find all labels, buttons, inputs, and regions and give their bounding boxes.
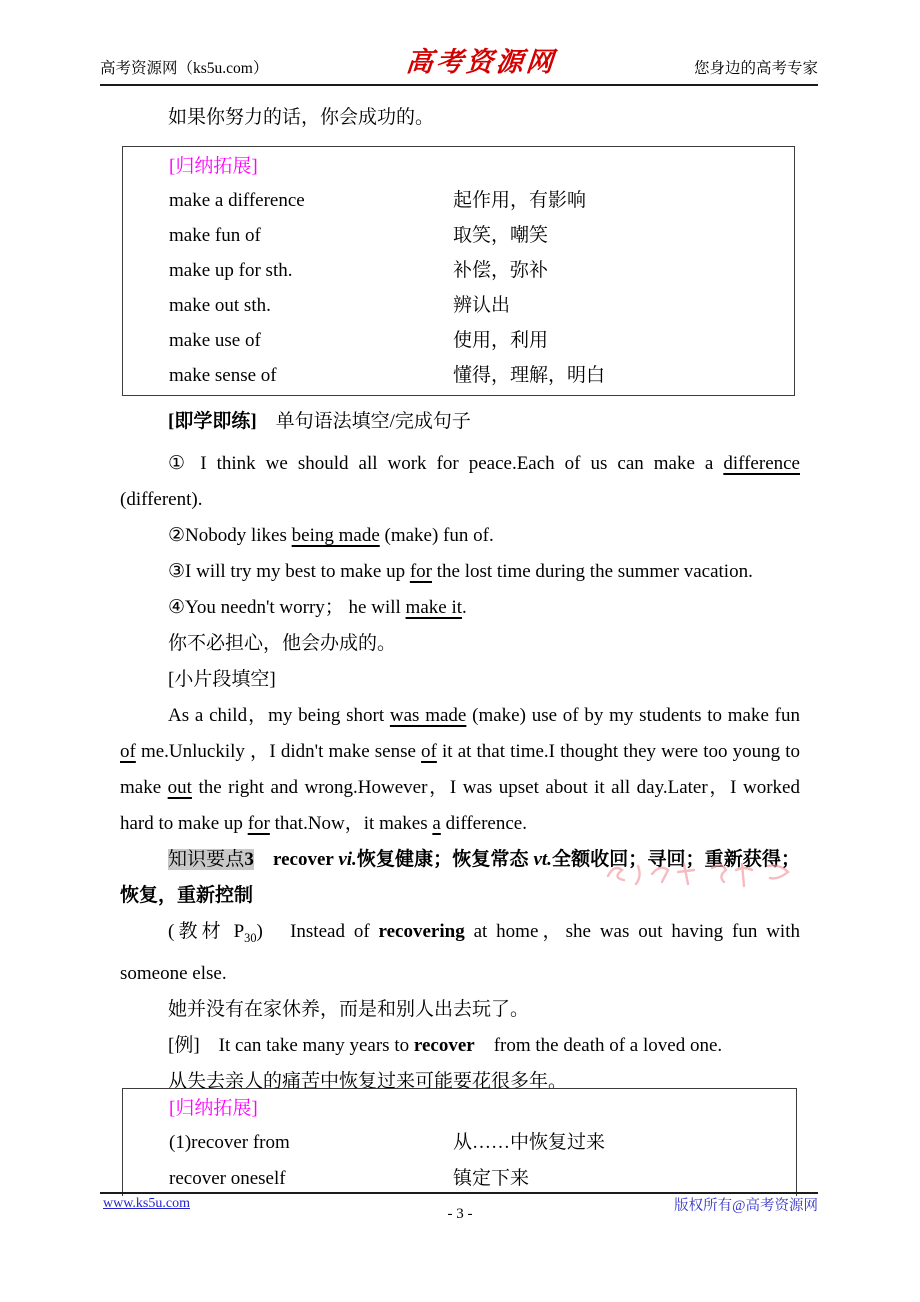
page-number: - 3 - [447, 1206, 473, 1222]
phrase-en: (1)recover from [169, 1132, 290, 1153]
practice-item-4: ④You needn't worry； he will make it. [168, 597, 467, 618]
phrase-zh: 起作用，有影响 [453, 190, 587, 211]
phrase-en: make up for sth. [169, 260, 293, 281]
practice-heading: [即学即练] 单句语法填空/完成句子 [168, 411, 471, 432]
phrase-zh: 从……中恢复过来 [453, 1132, 606, 1153]
knowledge-point-heading: 知识要点3 recover vi.恢复健康；恢复常态 vt.全额收回；寻回；重新获得；恢复，重新控制 [120, 849, 800, 906]
textbook-translation: 她并没有在家休养，而是和别人出去玩了。 [168, 998, 530, 1020]
phrase-row [123, 1125, 796, 1161]
phrase-zh: 懂得，理解，明白 [453, 365, 606, 386]
phrase-row [123, 218, 794, 253]
phrase-row [123, 358, 794, 393]
example-sentence: [例] It can take many years to recover from the death of a loved one. [168, 1034, 723, 1056]
phrase-row [123, 323, 794, 358]
practice-item-2: ②Nobody likes being made (make) fun of. [168, 525, 494, 546]
header-slogan: 您身边的高考专家 [693, 60, 818, 77]
cloze-heading: [小片段填空] [168, 669, 276, 690]
cloze-paragraph: As a child，my being short was made (make) use of by my students to make fun of me.Unluckily ，I didn't make sense of it at that time.I thought they were too young to make out the right and wrong.However，I was upset about it all day.Later，I worked hard to make up for that.Now，it makes a difference. [120, 705, 801, 834]
header-logo: 高考资源网 [404, 47, 558, 77]
practice-item-3: ③I will try my best to make up for the lost time during the summer vacation. [168, 561, 753, 582]
phrase-zh: 辨认出 [453, 295, 511, 316]
phrase-row [123, 183, 794, 218]
practice-item-1: ① I think we should all work for peace.Each of us can make a difference (different). [120, 453, 800, 510]
practice-translation: 你不必担心，他会办成的。 [168, 633, 397, 654]
header-site-name: 高考资源网（ks5u.com） [100, 60, 269, 77]
phrase-en: make out sth. [169, 295, 271, 316]
footer-link-ks5u[interactable]: www.ks5u.com [103, 1196, 190, 1211]
page-header [100, 0, 818, 86]
summary-box-recover-phrases [122, 1088, 797, 1196]
summary-box-title: [归纳拓展] [169, 1098, 258, 1119]
textbook-sentence: (教材 $P_{30}$) Instead of recovering at home，she was out having fun with someone else. [120, 921, 800, 984]
phrase-en: make sense of [169, 365, 277, 386]
example-translation: 从失去亲人的痛苦中恢复过来可能要花很多年。 [168, 1070, 568, 1092]
phrase-en: make fun of [169, 225, 261, 246]
document-body [120, 86, 800, 1100]
phrase-row [123, 288, 794, 323]
intro-sentence: 如果你努力的话，你会成功的。 [168, 107, 435, 128]
phrase-zh: 取笑，嘲笑 [453, 225, 549, 246]
phrase-row [123, 253, 794, 288]
footer-copyright: 版权所有@高考资源网 [674, 1198, 818, 1214]
phrase-zh: 镇定下来 [453, 1168, 530, 1189]
summary-box-title: [归纳拓展] [169, 156, 258, 177]
phrase-en: make a difference [169, 190, 305, 211]
phrase-zh: 补偿，弥补 [453, 260, 549, 281]
phrase-en: make use of [169, 330, 261, 351]
phrase-en: recover oneself [169, 1168, 286, 1189]
phrase-zh: 使用，利用 [453, 330, 549, 351]
summary-box-make-phrases [122, 146, 795, 396]
phrase-row [123, 1161, 796, 1196]
